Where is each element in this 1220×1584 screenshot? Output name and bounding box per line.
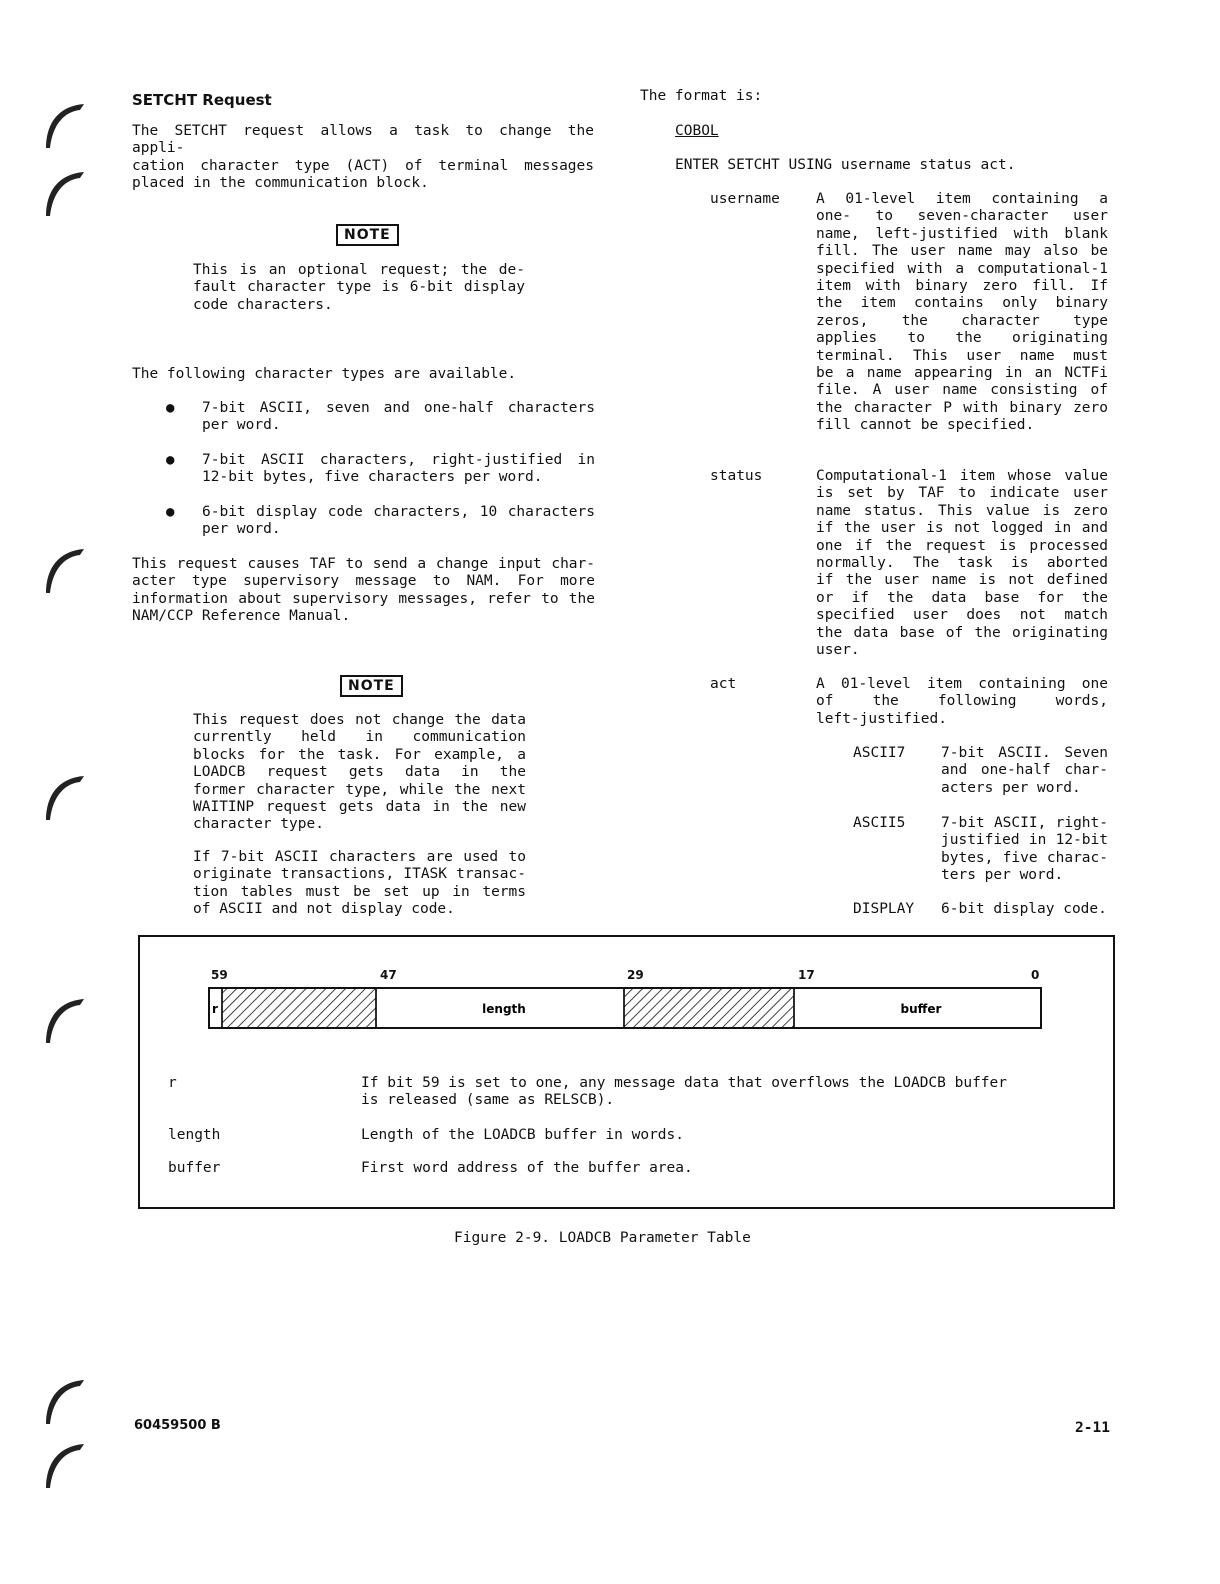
word-name: ASCII7	[853, 745, 906, 761]
bullet-icon: ●	[166, 504, 175, 520]
bit-number: 29	[627, 968, 644, 982]
definition-term: r	[168, 1075, 177, 1091]
word-description: 7-bit ASCII. Seven and one-half char- acters per word.	[941, 745, 1108, 796]
note-text: This request does not change the data currently held in communication blocks for the task. For example, a LOADCB request gets data in the former character type, while the next WAITINP request gets data in the new character type.	[193, 712, 526, 833]
intro-paragraph: The SETCHT request allows a task to change the appli- cation character type (ACT) of terminal messages placed in the communication block.	[132, 123, 594, 192]
punch-hole-mark	[40, 545, 92, 597]
syntax-statement: ENTER SETCHT USING username status act.	[675, 157, 1016, 173]
word-description: 7-bit ASCII, right- justified in 12-bit bytes, five charac- ters per word.	[941, 815, 1108, 884]
list-item: 6-bit display code characters, 10 characters per word.	[202, 504, 595, 538]
definition-text: Length of the LOADCB buffer in words.	[361, 1127, 685, 1143]
bit-number: 17	[798, 968, 815, 982]
r-field-label: r	[212, 1002, 218, 1016]
punch-hole-mark	[40, 168, 92, 220]
note-label: NOTE	[340, 675, 403, 697]
note-text: This is an optional request; the de- fault character type is 6-bit display code characters.	[193, 262, 525, 313]
note-label: NOTE	[336, 224, 399, 246]
length-field-label: length	[482, 1002, 526, 1016]
reserved-field-hatched	[222, 988, 376, 1028]
figure-caption: Figure 2-9. LOADCB Parameter Table	[454, 1230, 751, 1246]
bullet-icon: ●	[166, 452, 175, 468]
param-name: act	[710, 676, 737, 692]
punch-hole-mark	[40, 772, 92, 824]
definition-text: First word address of the buffer area.	[361, 1160, 693, 1176]
reserved-field-hatched	[624, 988, 794, 1028]
definition-term: buffer	[168, 1160, 221, 1176]
definition-text: If bit 59 is set to one, any message data that overflows the LOADCB buffer is released (same as RELSCB).	[361, 1075, 1008, 1109]
word-name: DISPLAY	[853, 901, 915, 917]
bit-number: 47	[380, 968, 397, 982]
note-text: If 7-bit ASCII characters are used to originate transactions, ITASK transac- tion tables must be set up in terms of ASCII and not display code.	[193, 849, 526, 918]
word-layout-diagram	[208, 987, 1044, 1031]
format-label: The format is:	[640, 88, 763, 104]
list-item: 7-bit ASCII, seven and one-half characters per word.	[202, 400, 595, 434]
word-description: 6-bit display code.	[941, 901, 1107, 917]
bit-number: 59	[211, 968, 228, 982]
definition-term: length	[168, 1127, 221, 1143]
bullet-icon: ●	[166, 400, 175, 416]
punch-hole-mark	[40, 1376, 92, 1428]
section-heading: SETCHT Request	[132, 91, 272, 109]
param-name: status	[710, 468, 763, 484]
param-name: username	[710, 191, 780, 207]
types-intro: The following character types are available.	[132, 366, 517, 382]
bit-number: 0	[1031, 968, 1040, 982]
list-item: 7-bit ASCII characters, right-justified in 12-bit bytes, five characters per word.	[202, 452, 595, 486]
param-description: Computational-1 item whose value is set by TAF to indicate user name status. This value is zero if the user is not logged in and one if the request is processed normally. The task is aborted if the user name is not defined or if the data base for the specified user does not match the data base of the originating user.	[816, 468, 1108, 659]
punch-hole-mark	[40, 1440, 92, 1492]
language-label: COBOL	[675, 123, 719, 139]
body-paragraph: This request causes TAF to send a change input char- acter type supervisory message to NAM. For more information about supervisory messages, refer to the NAM/CCP Reference Manual.	[132, 556, 595, 625]
word-name: ASCII5	[853, 815, 906, 831]
punch-hole-mark	[40, 100, 92, 152]
param-description: A 01-level item containing a one- to seven-character user name, left-justified with blank fill. The user name may also be specified with a computational-1 item with binary zero fill. If the item contains only binary zeros, the character type applies to the originating terminal. This user name must be a name appearing in an NCTFi file. A user name consisting of the character P with binary zero fill cannot be specified.	[816, 191, 1108, 434]
page-number: 2-11	[1075, 1420, 1110, 1436]
buffer-field-label: buffer	[900, 1002, 942, 1016]
punch-hole-mark	[40, 995, 92, 1047]
param-description: A 01-level item containing one of the following words, left-justified.	[816, 676, 1108, 727]
document-number: 60459500 B	[134, 1418, 221, 1433]
